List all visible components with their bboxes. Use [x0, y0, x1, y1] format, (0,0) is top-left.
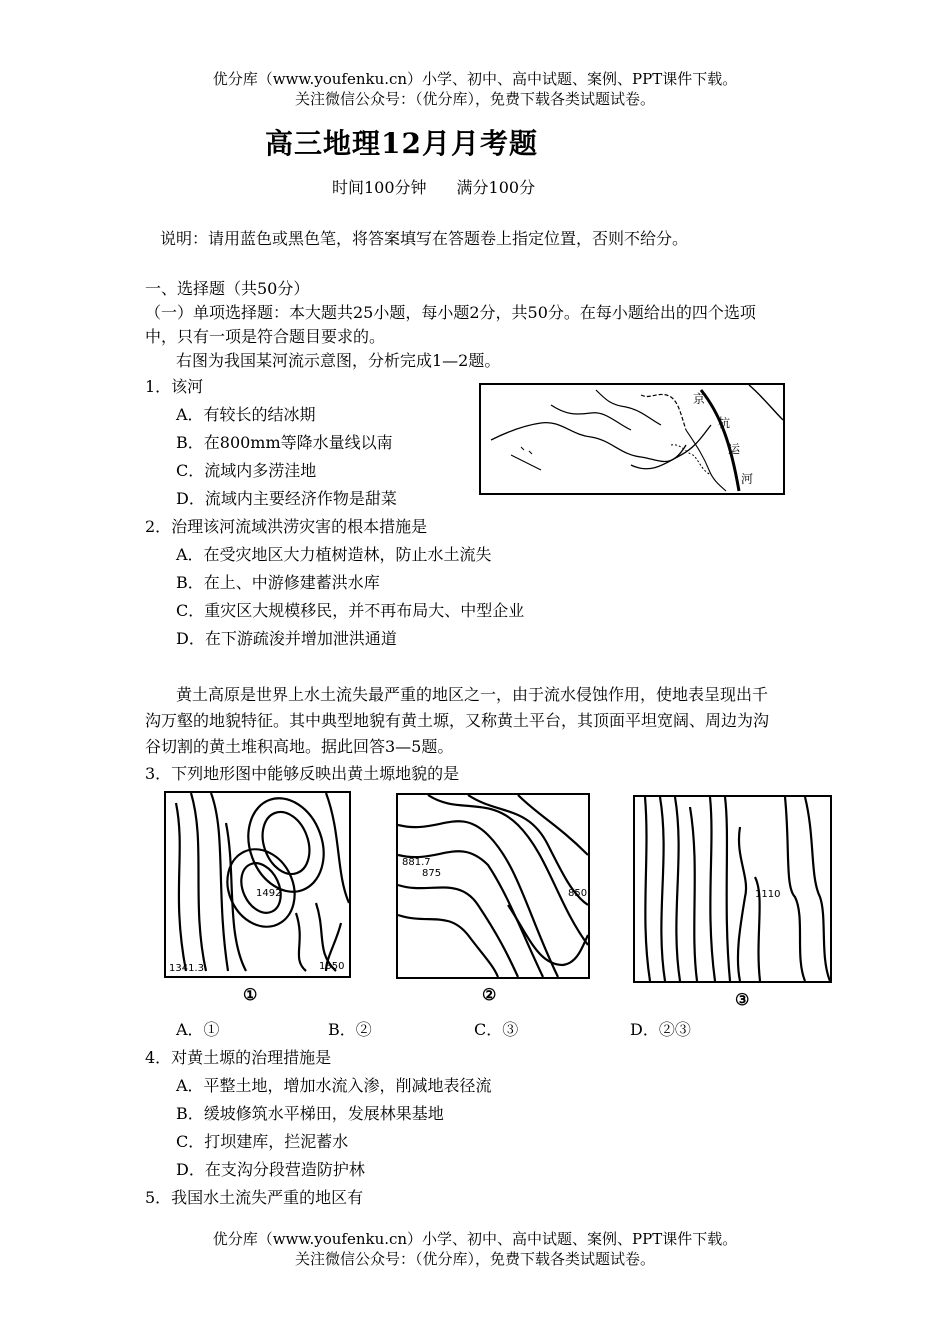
q2-option-a: A．在受灾地区大力植树造林，防止水土流失	[176, 545, 492, 564]
section-instructions-2: 中，只有一项是符合题目要求的。	[145, 327, 386, 346]
map-label-hang: 杭	[718, 416, 731, 430]
contour-map-2	[396, 793, 590, 979]
fig1-elevation-right: 1350	[319, 961, 345, 972]
q2-stem: 2．治理该河流域洪涝灾害的根本措施是	[145, 517, 428, 536]
q4-stem: 4．对黄土塬的治理措施是	[145, 1048, 332, 1067]
q3-option-d: D．②③	[630, 1020, 691, 1039]
q1-option-a: A．有较长的结冰期	[176, 405, 316, 424]
q4-option-c: C．打坝建库，拦泥蓄水	[176, 1132, 349, 1151]
fig2-elevation-top: 881.7	[402, 857, 431, 868]
river-map	[481, 385, 783, 493]
page-title: 高三地理12月月考题	[265, 127, 538, 160]
contour-map-3-drawing	[635, 797, 830, 981]
map-intro: 右图为我国某河流示意图，分析完成1—2题。	[176, 351, 501, 370]
q3-option-a: A．①	[176, 1020, 220, 1039]
map-label-jing: 京	[693, 392, 706, 406]
header-line-2: 关注微信公众号：（优分库），免费下载各类试题试卷。	[294, 90, 655, 108]
map-label-yun: 运	[728, 442, 741, 456]
q1-option-d: D．流域内主要经济作物是甜菜	[176, 489, 397, 508]
q4-option-b: B．缓坡修筑水平梯田，发展林果基地	[176, 1104, 444, 1123]
map-label-he: 河	[741, 472, 754, 486]
exam-info	[332, 175, 535, 198]
river-map-figure	[479, 383, 785, 495]
exam-score: 满分100分	[456, 178, 536, 197]
q4-option-a: A．平整土地，增加水流入渗，削减地表径流	[176, 1076, 492, 1095]
fig3-elevation: 1110	[755, 889, 781, 900]
section-instructions-1: （一）单项选择题：本大题共25小题，每小题2分，共50分。在每小题给出的四个选项	[145, 303, 756, 322]
footer-line-2: 关注微信公众号：（优分库），免费下载各类试题试卷。	[294, 1250, 655, 1268]
passage-line-3: 谷切割的黄土堆积高地。据此回答3—5题。	[145, 737, 454, 756]
fig2-elevation-right: 850	[568, 888, 588, 899]
q2-option-b: B．在上、中游修建蓄洪水库	[176, 573, 380, 592]
fig1-label: ①	[243, 985, 258, 1004]
q1-option-c: C．流域内多涝洼地	[176, 461, 317, 480]
fig1-elevation-left: 1341.3	[169, 963, 204, 974]
contour-map-2-drawing	[398, 795, 588, 977]
fig2-label: ②	[482, 985, 497, 1004]
q2-option-d: D．在下游疏浚并增加泄洪通道	[176, 629, 397, 648]
q2-option-c: C．重灾区大规模移民，并不再布局大、中型企业	[176, 601, 525, 620]
contour-map-1	[164, 791, 351, 978]
q3-stem: 3．下列地形图中能够反映出黄土塬地貌的是	[145, 764, 460, 783]
fig1-elevation-top: 1492	[256, 888, 282, 899]
section-heading: 一、选择题（共50分）	[145, 279, 310, 298]
q1-stem: 1．该河	[145, 377, 204, 396]
fig3-label: ③	[735, 990, 750, 1009]
fig2-elevation-mid: 875	[422, 868, 442, 879]
footer-line-1: 优分库（www.youfenku.cn）小学、初中、高中试题、案例、PPT课件下载。	[212, 1230, 738, 1248]
q1-option-b: B．在800mm等降水量线以南	[176, 433, 393, 452]
passage-line-2: 沟万壑的地貌特征。其中典型地貌有黄土塬，又称黄土平台，其顶面平坦宽阔、周边为沟	[145, 711, 770, 730]
instructions-note: 说明：请用蓝色或黑色笔，将答案填写在答题卷上指定位置，否则不给分。	[160, 229, 689, 248]
header-line-1: 优分库（www.youfenku.cn）小学、初中、高中试题、案例、PPT课件下载。	[212, 70, 738, 88]
contour-map-3	[633, 795, 832, 983]
contour-map-1-drawing	[166, 793, 349, 976]
q4-option-d: D．在支沟分段营造防护林	[176, 1160, 365, 1179]
q5-stem: 5．我国水土流失严重的地区有	[145, 1188, 364, 1207]
passage-line-1: 黄土高原是世界上水土流失最严重的地区之一，由于流水侵蚀作用，使地表呈现出千	[176, 685, 769, 704]
q3-option-c: C．③	[474, 1020, 519, 1039]
exam-time: 时间100分钟	[332, 178, 427, 197]
q3-option-b: B．②	[328, 1020, 372, 1039]
